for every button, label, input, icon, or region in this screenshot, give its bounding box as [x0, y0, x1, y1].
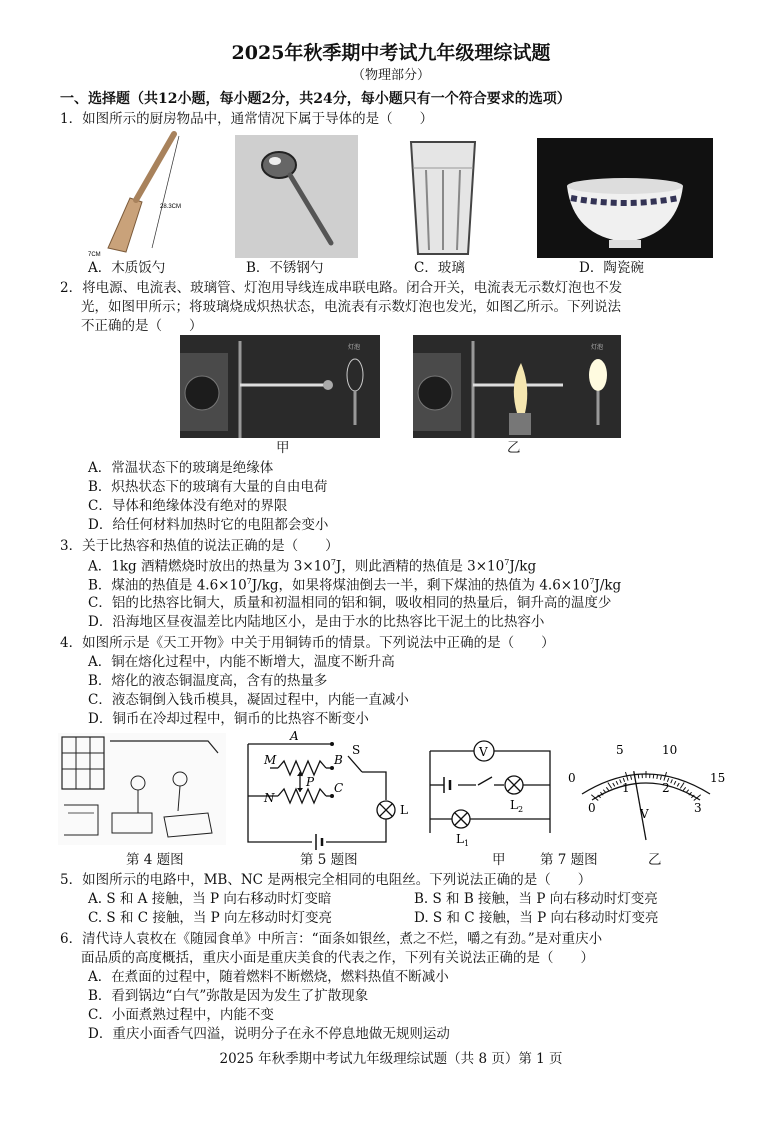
fig5-label-c: C: [334, 781, 344, 795]
q5-option-d: D. S 和 C 接触，当 P 向右移动时灯变亮: [414, 910, 659, 926]
q3-option-b: B．煤油的热值是 $4.6\times 10^7J/kg$，如果将煤油倒去一半，剩下煤油的热值为 $4.6\times 10^7J/kg$: [88, 577, 622, 594]
fig7-meter-tick: [606, 787, 608, 790]
q4-stem: 4．如图所示是《天工开物》中关于用铜铸币的情景。下列说法中正确的是（ ）: [60, 635, 555, 651]
page-subtitle: （物理部分）: [351, 68, 430, 83]
fig5-label-a: A: [290, 730, 299, 743]
fig5-label-m: M: [264, 753, 277, 767]
q6-option-d: D．重庆小面香气四溢，说明分子在永不停息地做无规则运动: [88, 1026, 450, 1042]
q6-line-2: 面品质的高度概括，重庆小面是重庆美食的代表之作，下列有关说法正确的是（ ）: [81, 950, 594, 966]
q2-option-c: C．导体和绝缘体没有绝对的界限: [88, 498, 288, 514]
fig7-meter-tick: [616, 781, 618, 785]
fig5-label-p: P: [306, 775, 315, 789]
fig7-meter-bottom-3: 3: [694, 801, 702, 815]
fig5-label-l: L: [400, 803, 408, 817]
q2-photo-jia: [180, 335, 380, 438]
q1-option-a: A．木质饭勺: [88, 260, 166, 276]
q5-option-b: B. S 和 B 接触，当 P 向右移动时灯变亮: [414, 891, 658, 907]
fig7-meter-bottom-2: 2: [662, 781, 670, 795]
q3-option-a: A．1kg 酒精燃烧时放出的热量为 $3\times 10^7J$，则此酒精的热值是 $3\times 10^7J/kg$: [88, 558, 537, 575]
fig7-caption-yi: 乙: [648, 852, 662, 868]
fig7-meter-needle: [634, 771, 646, 840]
fig7-meter-tick: [686, 790, 689, 793]
spoon-length-label: 28.3CM: [160, 204, 182, 210]
q2-option-a: A．常温状态下的玻璃是绝缘体: [88, 460, 274, 476]
q4-option-a: A．铜在熔化过程中，内能不断增大，温度不断升高: [88, 654, 395, 670]
fig7-meter-bottom-1: 1: [622, 781, 630, 795]
q6-option-a: A．在煮面的过程中，随着燃料不断燃烧，燃料热值不断减小: [88, 969, 449, 985]
section-heading: 一、选择题（共12小题，每小题2分，共24分，每小题只有一个符合要求的选项）: [60, 91, 571, 107]
fig7-meter-top-5: 5: [616, 743, 624, 757]
q2-line-1: 2．将电源、电流表、玻璃管、灯泡用导线连成串联电路。闭合开关，电流表无示数灯泡也不发: [60, 280, 623, 296]
q1-option-c: C．玻璃: [414, 260, 465, 276]
fig7-meter-top-15: 15: [710, 771, 726, 785]
fig7-yi-voltmeter-dial: [562, 736, 732, 848]
q5-stem: 5．如图所示的电路中，MB、NC 是两根完全相同的电阻丝。下列说法正确的是（ ）: [60, 872, 592, 888]
q2-line-2: 光，如图甲所示；将玻璃烧成炽热状态，电流表有示数灯泡也发光，如图乙所示。下列说法: [81, 299, 621, 315]
q6-line-1: 6．清代诗人袁枚在《随园食单》中所言：“面条如银丝，煮之不烂，嚼之有劲。”是对重庆小: [60, 931, 603, 947]
q3-option-d: D．沿海地区昼夜温差比内陆地区小，是由于水的比热容比干泥土的比热容小: [88, 614, 545, 630]
fig5-caption: 第 5 题图: [300, 852, 358, 868]
fig7-meter-tick: [613, 783, 615, 786]
q1-ceramic-bowl-image: [537, 138, 713, 258]
q4-option-c: C．液态铜倒入钱币模具，凝固过程中，内能一直减小: [88, 692, 409, 708]
spoon-width-label: 7CM: [88, 252, 101, 258]
fig7-meter-bottom-0: 0: [588, 801, 596, 815]
fig7-meter-tick: [683, 787, 685, 790]
fig7-l2-label: $L_2$: [510, 798, 524, 814]
fig7-meter-tick: [603, 790, 606, 793]
fig7-caption: 第 7 题图: [540, 852, 598, 868]
page-title: 2025年秋季期中考试九年级理综试题: [231, 42, 551, 64]
q1-stem: 1．如图所示的厨房物品中，通常情况下属于导体的是（ ）: [60, 111, 434, 127]
fig7-meter-tick: [677, 783, 679, 786]
q3-stem: 3．关于比热容和热值的说法正确的是（ ）: [60, 538, 339, 554]
q3-option-c: C．铝的比热容比铜大，质量和初温相同的铝和铜，吸收相同的热量后，铜升高的温度少: [88, 595, 612, 611]
q2-jia-bulb-label: 灯泡: [348, 344, 361, 351]
q6-option-c: C．小面煮熟过程中，内能不变: [88, 1007, 274, 1023]
fig7-meter-tick: [608, 783, 612, 789]
fig5-label-s: S: [352, 743, 361, 757]
q2-photo-yi: [413, 335, 621, 438]
fig7-meter-tick: [671, 779, 673, 783]
fig7-meter-tick: [657, 775, 658, 779]
q1-glass-cup-image: [408, 140, 478, 258]
fig7-voltmeter-label: V: [479, 745, 488, 759]
fig4-caption: 第 4 题图: [126, 852, 184, 868]
q2-caption-jia: 甲: [276, 440, 290, 456]
fig7-meter-top-10: 10: [662, 743, 678, 757]
q4-option-d: D．铜币在冷却过程中，铜币的比热容不断变小: [88, 711, 369, 727]
q1-wooden-spoon-image: [86, 130, 196, 258]
fig7-caption-jia: 甲: [492, 852, 506, 868]
q2-option-d: D．给任何材料加热时它的电阻都会变小: [88, 517, 329, 533]
fig7-meter-top-0: 0: [568, 771, 576, 785]
fig7-l1-label: $L_1$: [456, 832, 470, 847]
fig7-jia-circuit-diagram: [426, 735, 556, 847]
q2-caption-yi: 乙: [507, 440, 521, 456]
fig4-illustration: [58, 733, 226, 845]
fig5-label-n: N: [264, 791, 275, 805]
q2-yi-bulb-label: 灯泡: [591, 344, 604, 351]
q2-line-3: 不正确的是（ ）: [81, 318, 203, 334]
q1-steel-spoon-image: [235, 135, 358, 258]
fig5-circuit-diagram: [240, 730, 420, 850]
fig7-meter-tick: [631, 776, 632, 780]
q5-option-a: A. S 和 A 接触，当 P 向右移动时灯变暗: [88, 891, 332, 907]
q1-option-d: D．陶瓷碗: [579, 260, 644, 276]
fig7-meter-tick: [680, 783, 684, 789]
q5-option-c: C. S 和 C 接触，当 P 向左移动时灯变亮: [88, 910, 333, 926]
q2-option-b: B．炽热状态下的玻璃有大量的自由电荷: [88, 479, 328, 495]
q6-option-b: B．看到锅边“白气”弥散是因为发生了扩散现象: [88, 988, 369, 1004]
fig7-meter-unit: V: [640, 807, 649, 821]
fig7-meter-tick: [674, 781, 676, 785]
q1-option-b: B．不锈钢勺: [246, 260, 324, 276]
q4-option-b: B．熔化的液态铜温度高，含有的热量多: [88, 673, 328, 689]
page-footer: 2025 年秋季期中考试九年级理综试题（共 8 页）第 1 页: [219, 1051, 563, 1067]
fig7-meter-tick: [660, 776, 661, 780]
fig5-label-b: B: [334, 753, 343, 767]
